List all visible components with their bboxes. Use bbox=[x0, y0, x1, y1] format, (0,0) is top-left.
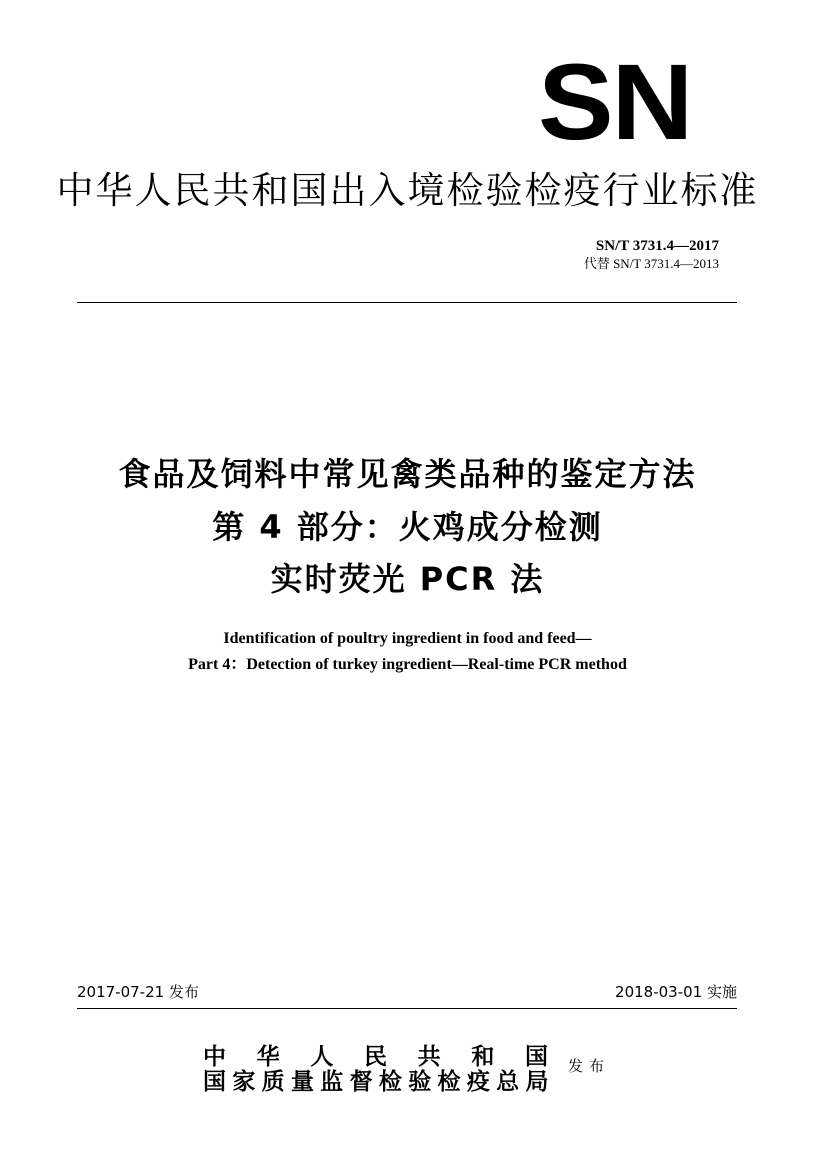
title-cn-line3: 实时荧光 PCR 法 bbox=[270, 560, 545, 598]
replaces-standard: 代替 SN/T 3731.4—2013 bbox=[583, 256, 719, 271]
top-divider bbox=[77, 302, 737, 303]
issuer-suffix: 发布 bbox=[568, 1057, 611, 1075]
sn-logo: SN bbox=[538, 41, 692, 162]
issuer-line2: 国家质量监督检验检疫总局 bbox=[203, 1068, 548, 1095]
standard-organization: 中华人民共和国出入境检验检疫行业标准 bbox=[56, 169, 759, 212]
bottom-divider bbox=[77, 1008, 737, 1009]
title-en-line2: Part 4：Detection of turkey ingredient—Real-time PCR method bbox=[188, 656, 627, 673]
title-cn-line2: 第 4 部分：火鸡成分检测 bbox=[212, 508, 603, 546]
issuer-line1: 中华人民共和国 bbox=[203, 1043, 548, 1070]
implementation-date: 2018-03-01 实施 bbox=[615, 983, 737, 1001]
title-cn-line1: 食品及饲料中常见禽类品种的鉴定方法 bbox=[118, 455, 697, 493]
standard-code: SN/T 3731.4—2017 bbox=[595, 238, 719, 254]
issuer-block bbox=[203, 1043, 623, 1096]
issue-date: 2017-07-21 发布 bbox=[77, 983, 199, 1001]
title-en-line1: Identification of poultry ingredient in food and feed— bbox=[223, 630, 592, 647]
